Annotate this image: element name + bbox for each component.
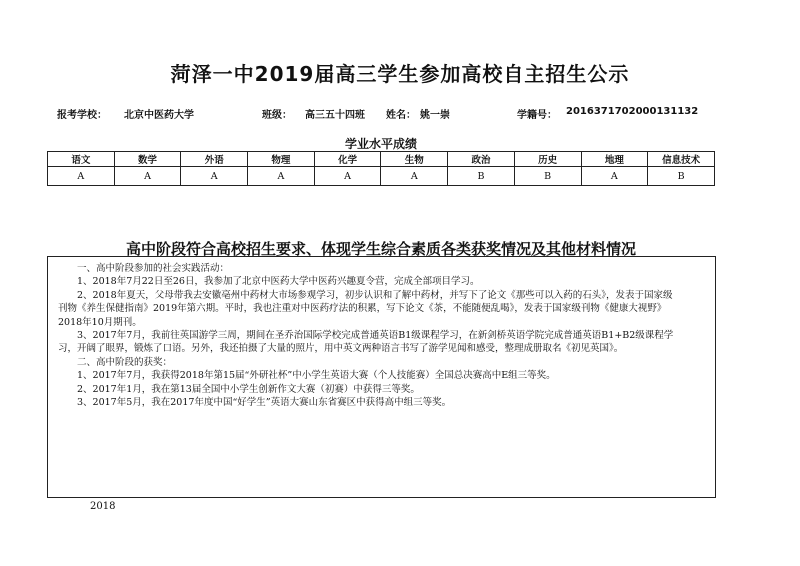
award-item: 2、2017年1月，我在第13届全国中小学生创新作文大赛（初赛）中获得三等奖。 [77,383,420,395]
grades-value-row [48,167,715,186]
awards-text-box [47,256,716,498]
section-heading: 二、高中阶段的获奖： [77,356,173,368]
name-value: 姚一崇 [420,110,450,121]
awards-content [58,262,678,409]
subject-header: 历史 [514,152,581,167]
activity-item: 2、2018年夏天，父母带我去安徽亳州中药材大市场参观学习，初步认识和了解中药材，并写下了论文《那些可以入药的石头》，发表于国家级刊物《养生保健指南》2019年第六期。平时，我也注重对中医药疗法的积累，写下论文《茶，不能随便乱喝》，发表于国家级刊物《健康大视野》2018年10月期刊。 [58,289,673,328]
grades-table [47,151,715,186]
award-item: 3、2017年5月，我在2017年度中国“好学生”英语大赛山东省赛区中获得高中组三等奖。 [77,397,452,409]
subject-header: 生物 [381,152,448,167]
subject-header: 数学 [114,152,181,167]
grade-cell: A [581,167,648,186]
subject-header: 化学 [314,152,381,167]
footer-year: 2018 [90,501,116,512]
grade-cell: B [514,167,581,186]
student-id-value: 2016371702000131132 [566,106,699,117]
awards-section-title: 高中阶段符合高校招生要求、体现学生综合素质各类获奖情况及其他材料情况 [125,240,636,258]
grade-cell: A [248,167,315,186]
subject-header: 物理 [248,152,315,167]
grade-cell: A [48,167,115,186]
subject-header: 信息技术 [648,152,715,167]
activity-item: 3、2017年7月，我前往英国游学三周，期间在圣乔治国际学校完成普通英语B1级课程学习，在新剑桥英语学院完成普通英语B1+B2级课程学习，开阔了眼界，锻炼了口语。另外，我还拍摄了大量的照片，用中英文两种语言书写了游学见闻和感受，整理成册取名《初见英国》。 [58,330,674,355]
activity-item: 1、2018年7月22日至26日，我参加了北京中医药大学中医药兴趣夏令营，完成全部项目学习。 [77,276,480,288]
grade-cell: A [181,167,248,186]
student-id-label: 学籍号： [517,110,557,121]
grades-header-row [48,152,715,167]
grade-cell: B [448,167,515,186]
class-value: 高三五十四班 [305,110,365,121]
grade-cell: A [114,167,181,186]
grade-cell: B [648,167,715,186]
subject-header: 语文 [48,152,115,167]
subject-header: 地理 [581,152,648,167]
subject-header: 外语 [181,152,248,167]
name-label: 姓名： [386,110,416,121]
grade-cell: A [314,167,381,186]
subject-header: 政治 [448,152,515,167]
school-value: 北京中医药大学 [124,110,194,121]
school-label: 报考学校： [57,110,107,121]
page-title: 菏泽一中2019届高三学生参加高校自主招生公示 [170,62,630,86]
grades-section-title: 学业水平成绩 [344,137,417,151]
grade-cell: A [381,167,448,186]
award-item: 1、2017年7月，我获得2018年第15届“外研社杯”中小学生英语大赛（个人技能赛）全国总决赛高中E组三等奖。 [77,370,556,382]
class-label: 班级： [262,110,292,121]
student-info-row [0,106,800,122]
section-heading: 一、高中阶段参加的社会实践活动： [77,263,230,274]
